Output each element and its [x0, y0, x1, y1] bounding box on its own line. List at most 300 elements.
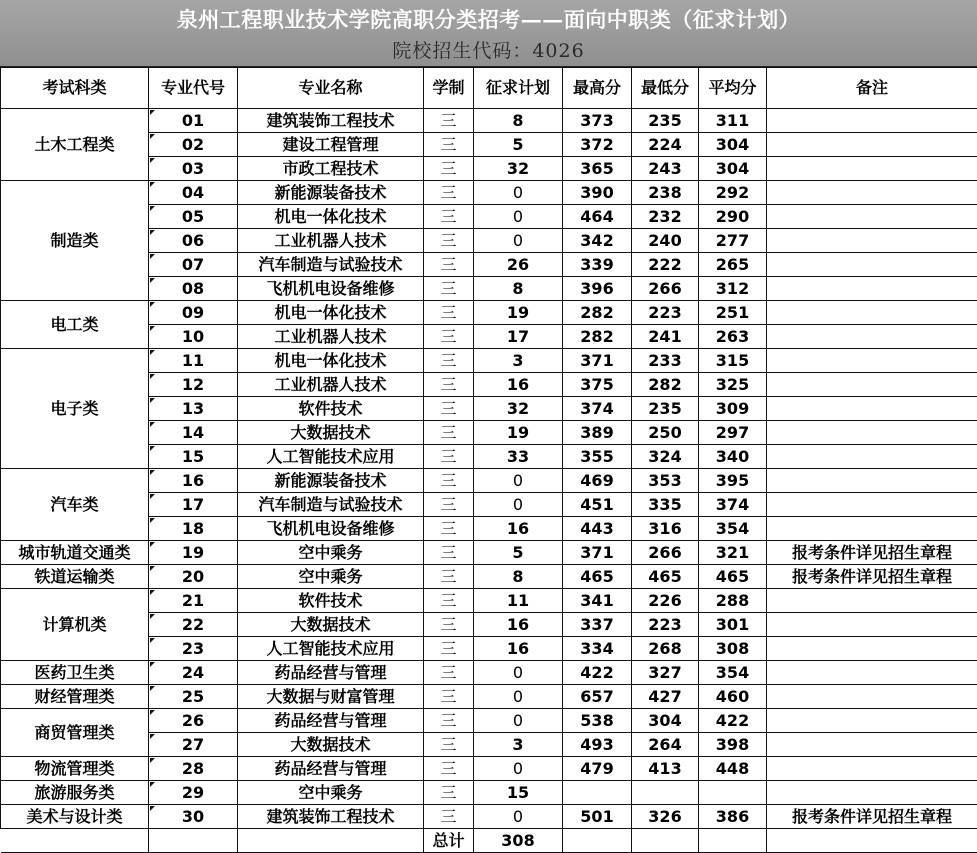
- min-score-cell: 223: [632, 301, 699, 325]
- plan-count-cell: 0: [474, 685, 563, 709]
- note-cell: [767, 157, 977, 181]
- avg-score-cell: 312: [699, 277, 767, 301]
- header-avg-score: 平均分: [699, 68, 767, 109]
- major-name-cell: 汽车制造与试验技术: [238, 253, 424, 277]
- major-code-text: 27: [182, 735, 204, 754]
- major-name-cell: 机电一体化技术: [238, 205, 424, 229]
- major-name-cell: 新能源装备技术: [238, 181, 424, 205]
- major-code-cell: [149, 157, 238, 181]
- category-cell: 旅游服务类: [1, 781, 149, 805]
- major-name-cell: 药品经营与管理: [238, 757, 424, 781]
- plan-count-cell: 0: [474, 229, 563, 253]
- header-major: 专业名称: [238, 68, 424, 109]
- max-score-cell: 464: [563, 205, 632, 229]
- empty-cell: [149, 829, 238, 853]
- note-cell: [767, 301, 977, 325]
- plan-count-cell: 16: [474, 613, 563, 637]
- study-years-cell: 三: [424, 685, 474, 709]
- major-code-text: 11: [182, 351, 204, 370]
- major-name-cell: 市政工程技术: [238, 157, 424, 181]
- category-cell: 汽车类: [1, 469, 149, 541]
- max-score-cell: 372: [563, 133, 632, 157]
- major-code-cell: [149, 661, 238, 685]
- study-years-cell: 三: [424, 757, 474, 781]
- major-code-cell: [149, 613, 238, 637]
- table-row: [1, 709, 977, 733]
- major-code-text: 17: [182, 495, 204, 514]
- empty-cell: [699, 829, 767, 853]
- min-score-cell: 250: [632, 421, 699, 445]
- table-row: [1, 661, 977, 685]
- major-name-cell: 新能源装备技术: [238, 469, 424, 493]
- major-code-text: 24: [182, 663, 204, 682]
- avg-score-cell: [699, 781, 767, 805]
- study-years-cell: 三: [424, 445, 474, 469]
- major-code-text: 03: [182, 159, 204, 178]
- avg-score-cell: 263: [699, 325, 767, 349]
- study-years-cell: 三: [424, 637, 474, 661]
- study-years-cell: 三: [424, 301, 474, 325]
- avg-score-cell: 398: [699, 733, 767, 757]
- study-years-cell: 三: [424, 709, 474, 733]
- note-cell: 报考条件详见招生章程: [767, 565, 977, 589]
- major-code-text: 19: [182, 543, 204, 562]
- empty-cell: [1, 829, 149, 853]
- major-code-cell: [149, 301, 238, 325]
- max-score-cell: 339: [563, 253, 632, 277]
- major-code-text: 30: [182, 807, 204, 826]
- note-cell: [767, 757, 977, 781]
- min-score-cell: 465: [632, 565, 699, 589]
- cell-marker: [150, 758, 155, 763]
- plan-count-cell: 26: [474, 253, 563, 277]
- table-row: [1, 781, 977, 805]
- cell-marker: [150, 398, 155, 403]
- study-years-cell: 三: [424, 349, 474, 373]
- major-name-cell: 药品经营与管理: [238, 661, 424, 685]
- cell-marker: [150, 110, 155, 115]
- major-code-text: 15: [182, 447, 204, 466]
- avg-score-cell: 301: [699, 613, 767, 637]
- admission-table: [0, 67, 977, 853]
- major-code-text: 04: [182, 183, 204, 202]
- avg-score-cell: 374: [699, 493, 767, 517]
- table-row: [1, 685, 977, 709]
- cell-marker: [150, 782, 155, 787]
- study-years-cell: 三: [424, 157, 474, 181]
- avg-score-cell: 460: [699, 685, 767, 709]
- header-max-score: 最高分: [563, 68, 632, 109]
- max-score-cell: 282: [563, 301, 632, 325]
- max-score-cell: 538: [563, 709, 632, 733]
- header-note: 备注: [767, 68, 977, 109]
- plan-count-cell: 33: [474, 445, 563, 469]
- max-score-cell: 465: [563, 565, 632, 589]
- major-name-cell: 汽车制造与试验技术: [238, 493, 424, 517]
- note-cell: [767, 277, 977, 301]
- cell-marker: [150, 638, 155, 643]
- min-score-cell: 282: [632, 373, 699, 397]
- min-score-cell: 327: [632, 661, 699, 685]
- header-plan: 征求计划: [474, 68, 563, 109]
- major-code-cell: [149, 565, 238, 589]
- table-row: [1, 565, 977, 589]
- major-name-cell: 空中乘务: [238, 565, 424, 589]
- note-cell: 报考条件详见招生章程: [767, 541, 977, 565]
- cell-marker: [150, 350, 155, 355]
- cell-marker: [150, 158, 155, 163]
- study-years-cell: 三: [424, 277, 474, 301]
- category-cell: 物流管理类: [1, 757, 149, 781]
- major-code-text: 16: [182, 471, 204, 490]
- study-years-cell: 三: [424, 205, 474, 229]
- major-code-cell: [149, 109, 238, 133]
- study-years-cell: 三: [424, 805, 474, 829]
- table-row: [1, 757, 977, 781]
- total-label: 总计: [424, 829, 474, 853]
- plan-count-cell: 8: [474, 565, 563, 589]
- study-years-cell: 三: [424, 781, 474, 805]
- major-code-cell: [149, 445, 238, 469]
- avg-score-cell: 354: [699, 661, 767, 685]
- cell-marker: [150, 662, 155, 667]
- major-code-cell: [149, 493, 238, 517]
- category-cell: 土木工程类: [1, 109, 149, 181]
- min-score-cell: 235: [632, 397, 699, 421]
- study-years-cell: 三: [424, 565, 474, 589]
- avg-score-cell: 304: [699, 157, 767, 181]
- major-code-cell: [149, 685, 238, 709]
- major-code-cell: [149, 349, 238, 373]
- min-score-cell: 243: [632, 157, 699, 181]
- major-name-cell: 人工智能技术应用: [238, 637, 424, 661]
- min-score-cell: 266: [632, 277, 699, 301]
- category-cell: 计算机类: [1, 589, 149, 661]
- cell-marker: [150, 494, 155, 499]
- note-cell: [767, 589, 977, 613]
- category-cell: 铁道运输类: [1, 565, 149, 589]
- max-score-cell: 479: [563, 757, 632, 781]
- max-score-cell: 342: [563, 229, 632, 253]
- study-years-cell: 三: [424, 421, 474, 445]
- max-score-cell: 373: [563, 109, 632, 133]
- avg-score-cell: 448: [699, 757, 767, 781]
- major-code-text: 08: [182, 279, 204, 298]
- avg-score-cell: 265: [699, 253, 767, 277]
- min-score-cell: 238: [632, 181, 699, 205]
- note-cell: [767, 493, 977, 517]
- avg-score-cell: 465: [699, 565, 767, 589]
- max-score-cell: 501: [563, 805, 632, 829]
- major-name-cell: 药品经营与管理: [238, 709, 424, 733]
- max-score-cell: 389: [563, 421, 632, 445]
- major-code-cell: [149, 325, 238, 349]
- major-code-text: 13: [182, 399, 204, 418]
- major-code-cell: [149, 397, 238, 421]
- major-code-text: 10: [182, 327, 204, 346]
- sheet-title: 泉州工程职业技术学院高职分类招考——面向中职类（征求计划）: [0, 4, 977, 34]
- major-code-text: 29: [182, 783, 204, 802]
- min-score-cell: 226: [632, 589, 699, 613]
- min-score-cell: 335: [632, 493, 699, 517]
- min-score-cell: 232: [632, 205, 699, 229]
- note-cell: [767, 133, 977, 157]
- major-name-cell: 大数据技术: [238, 613, 424, 637]
- max-score-cell: 371: [563, 541, 632, 565]
- min-score-cell: 222: [632, 253, 699, 277]
- avg-score-cell: 304: [699, 133, 767, 157]
- table-row: [1, 805, 977, 829]
- plan-count-cell: 0: [474, 181, 563, 205]
- major-code-cell: [149, 133, 238, 157]
- cell-marker: [150, 230, 155, 235]
- avg-score-cell: 422: [699, 709, 767, 733]
- max-score-cell: 396: [563, 277, 632, 301]
- avg-score-cell: 395: [699, 469, 767, 493]
- major-code-text: 06: [182, 231, 204, 250]
- table-row: [1, 541, 977, 565]
- major-name-cell: 空中乘务: [238, 781, 424, 805]
- major-code-text: 26: [182, 711, 204, 730]
- table-row: [1, 349, 977, 373]
- note-cell: [767, 349, 977, 373]
- table-row: [1, 469, 977, 493]
- study-years-cell: 三: [424, 373, 474, 397]
- major-code-text: 22: [182, 615, 204, 634]
- cell-marker: [150, 278, 155, 283]
- cell-marker: [150, 542, 155, 547]
- cell-marker: [150, 518, 155, 523]
- avg-score-cell: 292: [699, 181, 767, 205]
- plan-count-cell: 0: [474, 469, 563, 493]
- major-code-text: 09: [182, 303, 204, 322]
- plan-count-cell: 16: [474, 517, 563, 541]
- empty-cell: [632, 829, 699, 853]
- major-code-text: 02: [182, 135, 204, 154]
- major-name-cell: 软件技术: [238, 397, 424, 421]
- major-code-text: 12: [182, 375, 204, 394]
- max-score-cell: 375: [563, 373, 632, 397]
- major-code-text: 01: [182, 111, 204, 130]
- major-code-cell: [149, 277, 238, 301]
- cell-marker: [150, 206, 155, 211]
- min-score-cell: 266: [632, 541, 699, 565]
- avg-score-cell: 308: [699, 637, 767, 661]
- major-name-cell: 大数据技术: [238, 733, 424, 757]
- major-code-cell: [149, 709, 238, 733]
- max-score-cell: 469: [563, 469, 632, 493]
- cell-marker: [150, 686, 155, 691]
- major-code-text: 25: [182, 687, 204, 706]
- plan-count-cell: 16: [474, 637, 563, 661]
- cell-marker: [150, 374, 155, 379]
- note-cell: [767, 685, 977, 709]
- table-row: [1, 181, 977, 205]
- plan-count-cell: 0: [474, 709, 563, 733]
- major-name-cell: 机电一体化技术: [238, 301, 424, 325]
- min-score-cell: 264: [632, 733, 699, 757]
- avg-score-cell: 288: [699, 589, 767, 613]
- min-score-cell: 316: [632, 517, 699, 541]
- note-cell: [767, 517, 977, 541]
- study-years-cell: 三: [424, 181, 474, 205]
- avg-score-cell: 315: [699, 349, 767, 373]
- min-score-cell: 427: [632, 685, 699, 709]
- major-code-cell: [149, 781, 238, 805]
- plan-count-cell: 3: [474, 349, 563, 373]
- max-score-cell: 341: [563, 589, 632, 613]
- major-code-cell: [149, 805, 238, 829]
- study-years-cell: 三: [424, 469, 474, 493]
- header-row: [1, 68, 977, 109]
- major-code-cell: [149, 733, 238, 757]
- category-cell: 美术与设计类: [1, 805, 149, 829]
- major-code-text: 23: [182, 639, 204, 658]
- min-score-cell: 353: [632, 469, 699, 493]
- max-score-cell: 282: [563, 325, 632, 349]
- major-code-cell: [149, 517, 238, 541]
- min-score-cell: 304: [632, 709, 699, 733]
- cell-marker: [150, 182, 155, 187]
- study-years-cell: 三: [424, 661, 474, 685]
- note-cell: [767, 373, 977, 397]
- major-code-text: 21: [182, 591, 204, 610]
- study-years-cell: 三: [424, 397, 474, 421]
- avg-score-cell: 277: [699, 229, 767, 253]
- cell-marker: [150, 254, 155, 259]
- study-years-cell: 三: [424, 133, 474, 157]
- title-band: [0, 0, 977, 68]
- header-category: 考试科类: [1, 68, 149, 109]
- plan-count-cell: 0: [474, 661, 563, 685]
- major-code-text: 07: [182, 255, 204, 274]
- empty-cell: [767, 829, 977, 853]
- major-code-cell: [149, 541, 238, 565]
- note-cell: [767, 325, 977, 349]
- category-cell: 制造类: [1, 181, 149, 301]
- avg-score-cell: 386: [699, 805, 767, 829]
- header-code: 专业代号: [149, 68, 238, 109]
- major-name-cell: 工业机器人技术: [238, 229, 424, 253]
- cell-marker: [150, 566, 155, 571]
- avg-score-cell: 290: [699, 205, 767, 229]
- note-cell: [767, 421, 977, 445]
- max-score-cell: 365: [563, 157, 632, 181]
- cell-marker: [150, 734, 155, 739]
- note-cell: [767, 733, 977, 757]
- max-score-cell: 451: [563, 493, 632, 517]
- plan-count-cell: 0: [474, 205, 563, 229]
- major-code-text: 14: [182, 423, 204, 442]
- note-cell: [767, 205, 977, 229]
- plan-count-cell: 17: [474, 325, 563, 349]
- major-code-cell: [149, 373, 238, 397]
- min-score-cell: [632, 781, 699, 805]
- major-code-cell: [149, 637, 238, 661]
- cell-marker: [150, 614, 155, 619]
- major-name-cell: 飞机机电设备维修: [238, 277, 424, 301]
- note-cell: [767, 709, 977, 733]
- cell-marker: [150, 422, 155, 427]
- note-cell: [767, 229, 977, 253]
- min-score-cell: 224: [632, 133, 699, 157]
- cell-marker: [150, 710, 155, 715]
- major-code-cell: [149, 229, 238, 253]
- min-score-cell: 413: [632, 757, 699, 781]
- category-cell: 城市轨道交通类: [1, 541, 149, 565]
- major-name-cell: 工业机器人技术: [238, 325, 424, 349]
- note-cell: 报考条件详见招生章程: [767, 805, 977, 829]
- plan-count-cell: 0: [474, 757, 563, 781]
- max-score-cell: 443: [563, 517, 632, 541]
- major-name-cell: 建筑装饰工程技术: [238, 805, 424, 829]
- cell-marker: [150, 302, 155, 307]
- cell-marker: [150, 806, 155, 811]
- plan-count-cell: 8: [474, 109, 563, 133]
- plan-count-cell: 5: [474, 541, 563, 565]
- avg-score-cell: 354: [699, 517, 767, 541]
- max-score-cell: 355: [563, 445, 632, 469]
- max-score-cell: 657: [563, 685, 632, 709]
- max-score-cell: 493: [563, 733, 632, 757]
- note-cell: [767, 781, 977, 805]
- avg-score-cell: 251: [699, 301, 767, 325]
- major-name-cell: 建筑装饰工程技术: [238, 109, 424, 133]
- min-score-cell: 233: [632, 349, 699, 373]
- plan-count-cell: 0: [474, 493, 563, 517]
- avg-score-cell: 297: [699, 421, 767, 445]
- study-years-cell: 三: [424, 541, 474, 565]
- min-score-cell: 324: [632, 445, 699, 469]
- max-score-cell: 371: [563, 349, 632, 373]
- plan-count-cell: 0: [474, 805, 563, 829]
- note-cell: [767, 109, 977, 133]
- note-cell: [767, 253, 977, 277]
- category-cell: 商贸管理类: [1, 709, 149, 757]
- category-cell: 财经管理类: [1, 685, 149, 709]
- study-years-cell: 三: [424, 109, 474, 133]
- study-years-cell: 三: [424, 613, 474, 637]
- note-cell: [767, 397, 977, 421]
- note-cell: [767, 637, 977, 661]
- cell-marker: [150, 326, 155, 331]
- plan-count-cell: 5: [474, 133, 563, 157]
- plan-count-cell: 19: [474, 301, 563, 325]
- total-row: [1, 829, 977, 853]
- avg-score-cell: 309: [699, 397, 767, 421]
- empty-cell: [563, 829, 632, 853]
- study-years-cell: 三: [424, 517, 474, 541]
- major-name-cell: 工业机器人技术: [238, 373, 424, 397]
- max-score-cell: 337: [563, 613, 632, 637]
- cell-marker: [150, 134, 155, 139]
- table-row: [1, 109, 977, 133]
- study-years-cell: 三: [424, 253, 474, 277]
- min-score-cell: 240: [632, 229, 699, 253]
- plan-count-cell: 8: [474, 277, 563, 301]
- plan-count-cell: 11: [474, 589, 563, 613]
- avg-score-cell: 311: [699, 109, 767, 133]
- empty-cell: [238, 829, 424, 853]
- study-years-cell: 三: [424, 229, 474, 253]
- major-code-text: 20: [182, 567, 204, 586]
- major-name-cell: 飞机机电设备维修: [238, 517, 424, 541]
- major-code-cell: [149, 469, 238, 493]
- major-code-text: 05: [182, 207, 204, 226]
- note-cell: [767, 469, 977, 493]
- major-code-cell: [149, 253, 238, 277]
- note-cell: [767, 445, 977, 469]
